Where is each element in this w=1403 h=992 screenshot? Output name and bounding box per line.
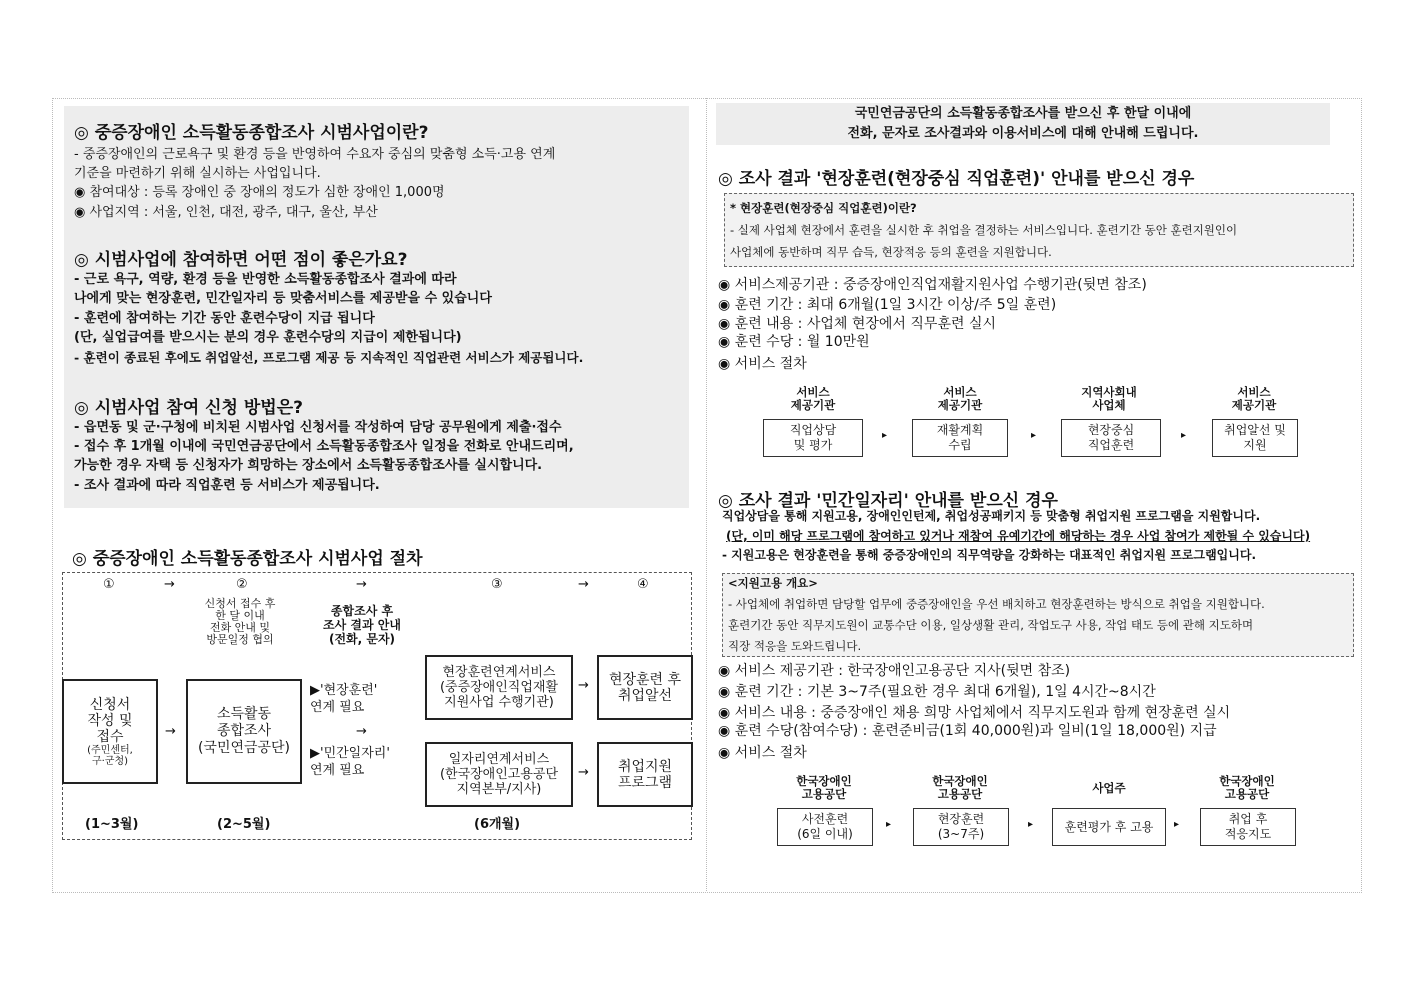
step3-note: 종합조사 후 조사 결과 안내 (전화, 문자) [323,604,401,646]
section3-line: - 접수 후 1개월 이내에 국민연금공단에서 소득활동종합조사 일정을 전화로 안내드리며, [74,439,574,454]
step-number: ② [236,577,248,592]
section2-title: ◎ 시범사업에 참여하면 어떤 점이 좋은가요? [74,250,408,270]
private-job-item: ◉ 훈련 기간 : 기본 3~7주(필요한 경우 최대 6개월), 1일 4시간~8시간 [718,684,1156,700]
definition-title: * 현장훈련(현장중심 직업훈련)이란? [730,201,917,215]
private-job-item: ◉ 훈련 수당(참여수당) : 훈련준비금(1회 40,000원)과 일비(1일 18,000원) 지급 [718,723,1217,739]
private-job-restriction: (단, 이미 해당 프로그램에 참여하고 있거나 재참여 유예기간에 해당하는 경우 사업 참여가 제한될 수 있습니다) [726,529,1311,543]
flow1-step: 재활계획 수립 [912,419,1008,457]
flow2-label: 한국장애인 고용공단 [932,774,988,801]
flow1-step: 현장중심 직업훈련 [1061,419,1161,457]
section2-line: (단, 실업급여를 받으시는 분의 경우 훈련수당의 지급이 제한됩니다) [74,330,462,345]
private-job-title: ◎ 조사 결과 '민간일자리' 안내를 받으신 경우 [718,491,1058,511]
procedure-title: ◎ 중증장애인 소득활동종합조사 시범사업 절차 [72,549,423,569]
apply-box-title: 신청서 작성 및 접수 [87,696,133,745]
flow1-label: 서비스 제공기관 [937,385,983,412]
step2-note: 신청서 접수 후 한 달 이내 전화 안내 및 방문일정 협의 [204,597,276,646]
section2-line: - 훈련에 참여하는 기간 동안 훈련수당이 지급 됩니다 [74,311,375,326]
flow1-label: 서비스 제공기관 [790,385,836,412]
field-training-title: ◎ 조사 결과 '현장훈련(현장중심 직업훈련)' 안내를 받으신 경우 [718,169,1195,189]
overview-text: - 사업체에 취업하면 담당할 업무에 중증장애인을 우선 배치하고 현장훈련하는 방식으로 취업을 지원합니다. 훈련기간 동안 직무지도원이 교통수단 이용, 일상생활 관리, 작업도구 사용, 작업 태도 등에 관해 지도하며 직장 적응을 도와드립니다. [728,597,1265,653]
field-training-service-box: 현장훈련연계서비스 (중증장애인직업재활 지원사업 수행기관) [425,655,573,720]
section3-line: - 읍면동 및 군·구청에 비치된 시범사업 신청서를 작성하여 담당 공무원에게 제출·접수 [74,420,562,435]
flow2-label: 사업주 [1092,781,1126,795]
private-job-item: ◉ 서비스 절차 [718,745,807,761]
flow-arrow-icon: ▸ [1031,430,1037,441]
flow-arrow-icon: ▸ [886,819,892,830]
flow2-label: 한국장애인 고용공단 [796,774,852,801]
field-training-item: ◉ 서비스 절차 [718,356,807,372]
field-training-item: ◉ 훈련 수당 : 월 10만원 [718,334,870,350]
section2-line: - 훈련이 종료된 후에도 취업알선, 프로그램 제공 등 지속적인 직업관련 서비스가 제공됩니다. [74,350,584,365]
flow2-step: 사전훈련 (6일 이내) [777,808,873,846]
section3-line: 가능한 경우 자택 등 신청자가 희망하는 장소에서 소득활동종합조사를 실시합니다. [74,458,543,473]
flow-arrow-icon: ▸ [1174,819,1180,830]
flow2-step: 현장훈련 (3~7주) [913,808,1009,846]
section1-line: - 중증장애인의 근로욕구 및 환경 등을 반영하여 수요자 중심의 맞춤형 소득·고용 연계 [74,147,556,162]
step-number: ③ [491,577,503,592]
job-support-program-box: 취업지원 프로그램 [597,742,693,807]
arrow: → [356,724,367,739]
notice-text: 국민연금공단의 소득활동종합조사를 받으신 후 한달 이내에 전화, 문자로 조사결과와 이용서비스에 대해 안내해 드립니다. [847,106,1199,141]
private-job-note: - 지원고용은 현장훈련을 통해 중증장애인의 직무역량을 강화하는 대표적인 취업지원 프로그램입니다. [722,548,1257,562]
flow-arrow-icon: ▸ [1181,430,1187,441]
private-job-intro: 직업상담을 통해 지원고용, 장애인인턴제, 취업성공패키지 등 맞춤형 취업지원 프로그램을 지원합니다. [722,509,1261,523]
job-link-service-box: 일자리연계서비스 (한국장애인고용공단 지역본부/지사) [425,742,573,807]
private-job-item: ◉ 서비스 내용 : 중증장애인 채용 희망 사업체에서 직무지도원과 함께 현장훈련 실시 [718,705,1231,721]
branch-field-training: ▶'현장훈련' 연계 필요 [310,683,378,715]
section3-line: - 조사 결과에 따라 직업훈련 등 서비스가 제공됩니다. [74,478,380,493]
field-training-item: ◉ 훈련 내용 : 사업체 현장에서 직무훈련 실시 [718,316,996,332]
field-training-item: ◉ 훈련 기간 : 최대 6개월(1일 3시간 이상/주 5일 훈련) [718,297,1057,313]
section2-line: - 근로 욕구, 역량, 환경 등을 반영한 소득활동종합조사 결과에 따라 [74,272,457,287]
survey-box: 소득활동 종합조사 (국민연금공단) [186,679,302,784]
overview-title: <지원고용 개요> [728,576,818,590]
flow1-label: 서비스 제공기관 [1231,385,1277,412]
section1-line: 기준을 마련하기 위해 실시하는 사업입니다. [74,166,321,181]
definition-text: - 실제 사업체 현장에서 훈련을 실시한 후 취업을 결정하는 서비스입니다. 훈련기간 동안 훈련지원인이 사업체에 동반하며 직무 습득, 현장적응 등의 훈련을 지원합니다. [730,223,1238,259]
flow-arrow-icon: ▸ [882,430,888,441]
column-divider [706,98,707,891]
field-training-item: ◉ 서비스제공기관 : 중증장애인직업재활지원사업 수행기관(뒷면 참조) [718,277,1147,293]
flow2-step: 취업 후 적응지도 [1200,808,1296,846]
flow1-step: 취업알선 및 지원 [1212,419,1298,457]
private-job-item: ◉ 서비스 제공기관 : 한국장애인고용공단 지사(뒷면 참조) [718,663,1071,679]
arrow: → [165,724,176,739]
branch-private-job: ▶'민간일자리' 연계 필요 [310,746,390,778]
period-2: (2~5월) [217,817,271,832]
apply-box [62,679,158,784]
period-3: (6개월) [474,817,521,832]
step-number: ④ [637,577,649,592]
flow-arrow-icon: ▸ [1028,819,1034,830]
job-placement-box: 현장훈련 후 취업알선 [597,655,693,720]
step-number: ① [103,577,115,592]
section1-line: ◉ 참여대상 : 등록 장애인 중 장애의 정도가 심한 장애인 1,000명 [74,185,445,200]
section1-line: ◉ 사업지역 : 서울, 인천, 대전, 광주, 대구, 울산, 부산 [74,205,378,220]
arrow: → [356,577,367,592]
arrow: → [578,765,589,780]
flow1-label: 지역사회내 사업체 [1081,385,1137,412]
flow2-step: 훈련평가 후 고용 [1052,808,1166,846]
section2-line: 나에게 맞는 현장훈련, 민간일자리 등 맞춤서비스를 제공받을 수 있습니다 [74,291,492,306]
arrow: → [578,678,589,693]
period-1: (1~3월) [85,817,139,832]
flow2-label: 한국장애인 고용공단 [1219,774,1275,801]
apply-box-sub: (주민센터, 구·군청) [87,744,133,767]
flow1-step: 직업상담 및 평가 [763,419,863,457]
arrow: → [164,577,175,592]
section3-title: ◎ 시범사업 참여 신청 방법은? [74,398,304,418]
section1-title: ◎ 중증장애인 소득활동종합조사 시범사업이란? [74,123,429,143]
arrow: → [578,577,589,592]
